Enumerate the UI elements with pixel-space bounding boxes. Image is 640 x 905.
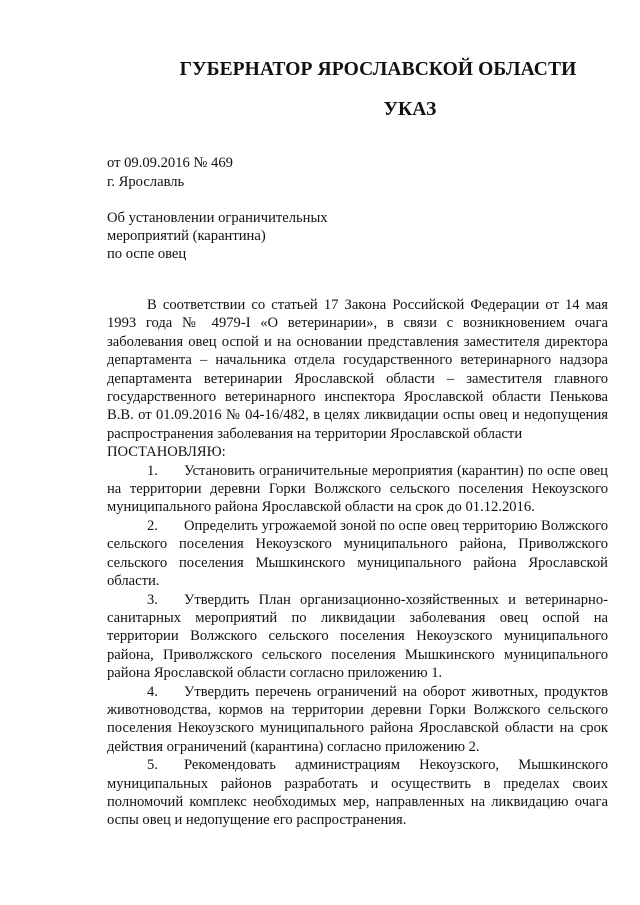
subject-line-1: Об установлении ограничительных xyxy=(107,210,328,226)
item-number: 3. xyxy=(147,591,158,608)
list-item xyxy=(107,462,608,517)
preamble-paragraph: В соответствии со статьей 17 Закона Российской Федерации от 14 мая 1993 года № 4979-I «О ветеринарии», в связи с возникновением очага заболевания овец оспой и на основании представления заместителя директора департамента – начальника отдела государственного ветеринарного надзора департамента ветеринарии Ярославской области – заместителя главного государственного ветеринарного инспектора Ярославской области Пенькова В.В. от 01.09.2016 № 04-16/482, в целях ликвидации оспы овец и недопущения распространения заболевания на территории Ярославской области xyxy=(107,297,608,442)
list-item xyxy=(107,683,608,757)
item-text: Утвердить перечень ограничений на оборот животных, продуктов животноводства, кормов на территории деревни Горки Волжского сельского поселения Некоузского муниципального района Ярославской области на срок действия ограничений (карантина) согласно приложению 2. xyxy=(107,683,608,755)
document-type: УКАЗ xyxy=(383,99,437,120)
subject-line-2: мероприятий (карантина) xyxy=(107,228,266,244)
item-text: Утвердить План организационно-хозяйственных и ветеринарно-санитарных мероприятий по ликвидации заболевания овец оспой на территории Волжского сельского поселения Некоузского муниципального района, Приволжского сельского поселения Мышкинского муниципального района Ярославской области согласно приложению 1. xyxy=(107,591,608,682)
list-item xyxy=(107,591,608,683)
item-number: 5. xyxy=(147,757,158,774)
item-number: 4. xyxy=(147,683,158,700)
item-text: Установить ограничительные мероприятия (карантин) по оспе овец на территории деревни Горки Волжского сельского поселения Некоузского муниципального района Ярославской области на срок до 01.12.2016. xyxy=(107,462,608,516)
city: г. Ярославль xyxy=(107,174,185,190)
document-body xyxy=(107,296,608,830)
issuing-authority: ГУБЕРНАТОР ЯРОСЛАВСКОЙ ОБЛАСТИ xyxy=(179,59,577,80)
list-item xyxy=(107,756,608,830)
subject-line-3: по оспе овец xyxy=(107,246,187,262)
date-number: от 09.09.2016 № 469 xyxy=(107,155,233,171)
item-text: Определить угрожаемой зоной по оспе овец территорию Волжского сельского поселения Некоузского муниципального района, Приволжского сельского поселения Мышкинского муниципального района Ярославской области. xyxy=(107,517,608,590)
decree-word: ПОСТАНОВЛЯЮ: xyxy=(107,444,226,461)
list-item xyxy=(107,517,608,591)
item-number: 1. xyxy=(147,462,158,479)
item-number: 2. xyxy=(147,517,158,534)
item-text: Рекомендовать администрациям Некоузского, Мышкинского муниципальных районов разработать и осуществить в пределах своих полномочий комплекс необходимых мер, направленных на ликвидацию очага оспы овец и недопущение его распространения. xyxy=(107,757,608,829)
